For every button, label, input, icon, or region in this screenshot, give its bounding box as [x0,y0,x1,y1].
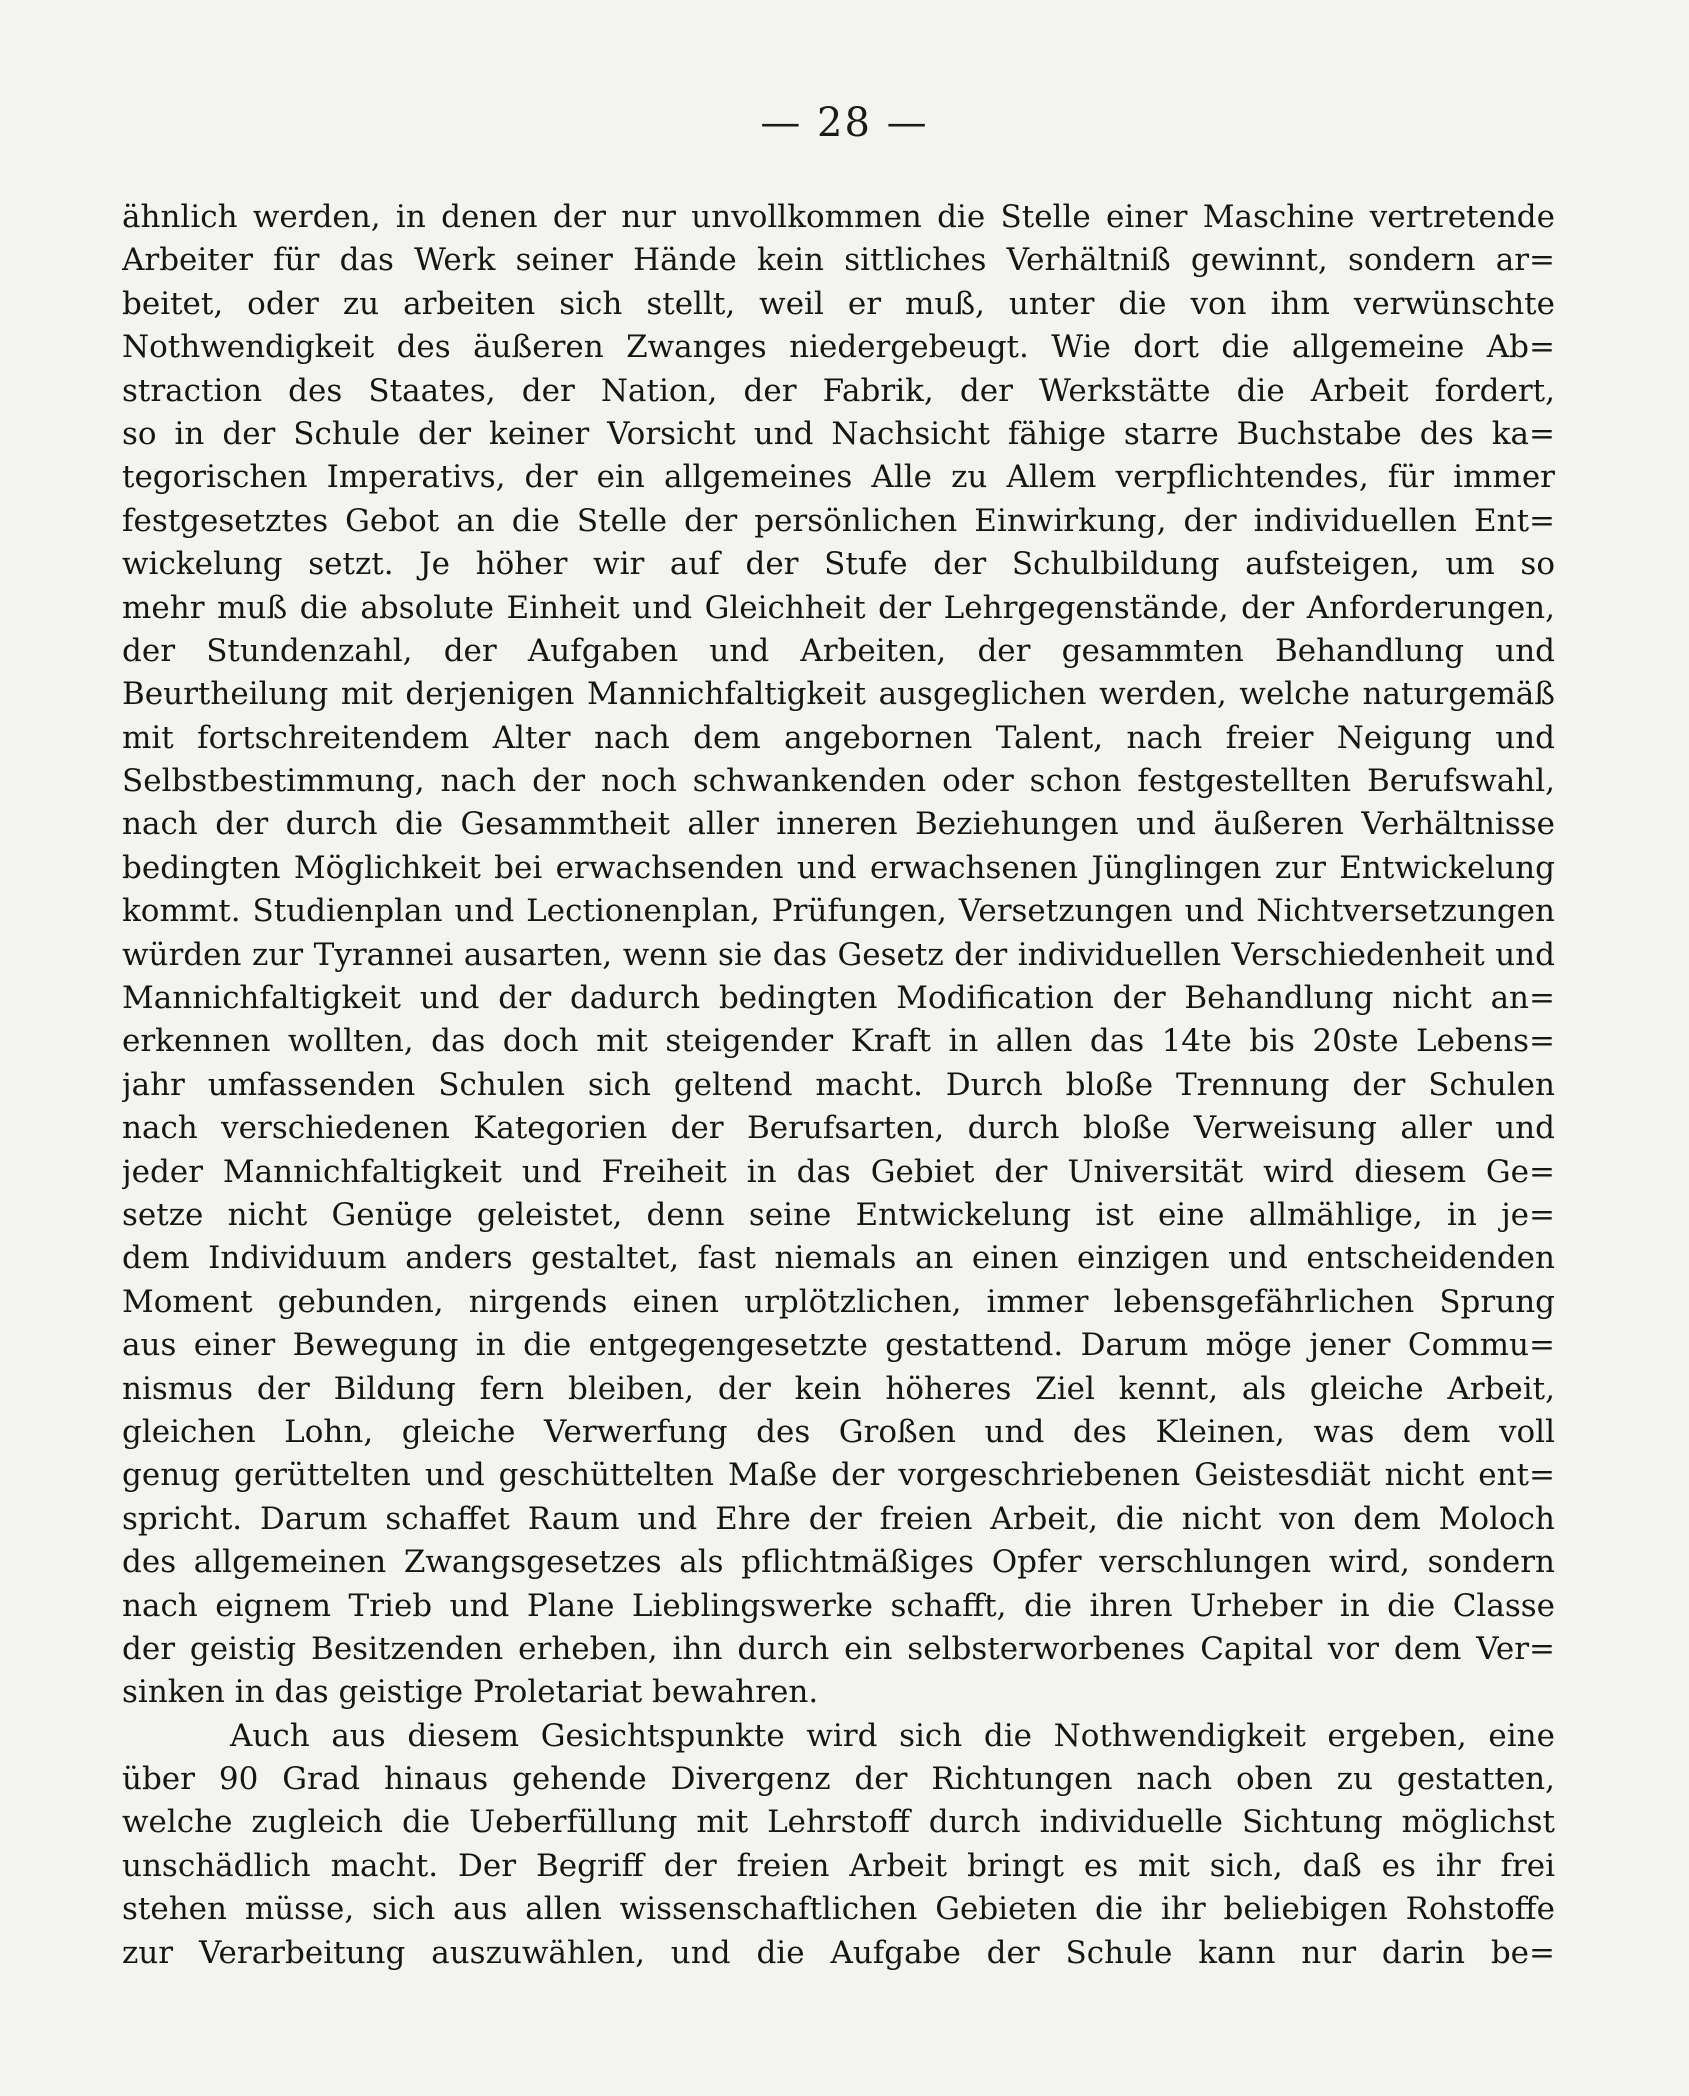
text-line: genug gerüttelten und geschüttelten Maße der vorgeschriebenen Geistesdiät nicht ent= [122,1457,1555,1494]
text-line: kommt. Studienplan und Lectionenplan, Prüfungen, Versetzungen und Nichtversetzungen [122,893,1555,930]
text-line: erkennen wollten, das doch mit steigender Kraft in allen das 14te bis 20ste Lebens= [122,1023,1555,1060]
text-line: festgesetztes Gebot an die Stelle der persönlichen Einwirkung, der individuellen Ent= [122,502,1555,539]
text-line: jahr umfassenden Schulen sich geltend macht. Durch bloße Trennung der Schulen [122,1066,1555,1103]
text-line: bedingten Möglichkeit bei erwachsenden und erwachsenen Jünglingen zur Entwickelung [122,849,1555,886]
text-line: Selbstbestimmung, nach der noch schwankenden oder schon festgestellten Berufswahl, [122,763,1555,800]
text-line: der Stundenzahl, der Aufgaben und Arbeiten, der gesammten Behandlung und [122,632,1555,669]
text-line: nach der durch die Gesammtheit aller inneren Beziehungen und äußeren Verhältnisse [122,806,1555,843]
text-line: spricht. Darum schaffet Raum und Ehre der freien Arbeit, die nicht von dem Moloch [122,1500,1555,1537]
text-line: wickelung setzt. Je höher wir auf der Stufe der Schulbildung aufsteigen, um so [122,546,1555,583]
text-line: der geistig Besitzenden erheben, ihn durch ein selbsterworbenes Capital vor dem Ver= [122,1630,1555,1667]
text-line: so in der Schule der keiner Vorsicht und Nachsicht fähige starre Buchstabe des ka= [122,415,1555,452]
text-line: zur Verarbeitung auszuwählen, und die Aufgabe der Schule kann nur darin be= [122,1934,1555,1971]
text-line: über 90 Grad hinaus gehende Divergenz der Richtungen nach oben zu gestatten, [122,1761,1555,1798]
text-line: nach eignem Trieb und Plane Lieblingswerke schafft, die ihren Urheber in die Classe [122,1587,1555,1624]
text-line: nach verschiedenen Kategorien der Berufsarten, durch bloße Verweisung aller und [122,1110,1555,1147]
text-line: beitet, oder zu arbeiten sich stellt, weil er muß, unter die von ihm verwünschte [122,285,1555,322]
text-line: Beurtheilung mit derjenigen Mannichfaltigkeit ausgeglichen werden, welche naturgemäß [122,676,1555,713]
text-line: nismus der Bildung fern bleiben, der kein höheres Ziel kennt, als gleiche Arbeit, [122,1370,1555,1407]
page-number: — 28 — [760,100,929,146]
text-line: aus einer Bewegung in die entgegengesetzte gestattend. Darum möge jener Commu= [122,1327,1555,1364]
text-line: Nothwendigkeit des äußeren Zwanges niedergebeugt. Wie dort die allgemeine Ab= [122,329,1555,366]
text-line: jeder Mannichfaltigkeit und Freiheit in das Gebiet der Universität wird diesem Ge= [122,1153,1555,1190]
text-line: gleichen Lohn, gleiche Verwerfung des Großen und des Kleinen, was dem voll [122,1413,1555,1450]
text-line: sinken in das geistige Proletariat bewahren. [122,1674,819,1711]
body-text [122,196,1555,1975]
text-line: unschädlich macht. Der Begriff der freien Arbeit bringt es mit sich, daß es ihr frei [122,1847,1555,1884]
text-line: mehr muß die absolute Einheit und Gleichheit der Lehrgegenstände, der Anforderungen, [122,589,1555,626]
text-line: stehen müsse, sich aus allen wissenschaftlichen Gebieten die ihr beliebigen Rohstoffe [122,1891,1555,1928]
text-line: Auch aus diesem Gesichtspunkte wird sich die Nothwendigkeit ergeben, eine [230,1717,1555,1754]
text-line: des allgemeinen Zwangsgesetzes als pflichtmäßiges Opfer verschlungen wird, sondern [122,1544,1555,1581]
text-line: Arbeiter für das Werk seiner Hände kein sittliches Verhältniß gewinnt, sondern ar= [122,242,1555,279]
text-line: dem Individuum anders gestaltet, fast niemals an einen einzigen und entscheidenden [122,1240,1555,1277]
text-line: würden zur Tyrannei ausarten, wenn sie das Gesetz der individuellen Verschiedenheit und [122,936,1555,973]
text-line: Mannichfaltigkeit und der dadurch bedingten Modification der Behandlung nicht an= [122,980,1555,1017]
text-line: Moment gebunden, nirgends einen urplötzlichen, immer lebensgefährlichen Sprung [122,1283,1555,1320]
text-line: ähnlich werden, in denen der nur unvollkommen die Stelle einer Maschine vertretende [122,199,1555,235]
text-line: tegorischen Imperativs, der ein allgemeines Alle zu Allem verpflichtendes, für immer [122,459,1555,496]
text-line: setze nicht Genüge geleistet, denn seine Entwickelung ist eine allmählige, in je= [122,1196,1555,1233]
text-line: mit fortschreitendem Alter nach dem angebornen Talent, nach freier Neigung und [122,719,1555,756]
text-line: welche zugleich die Ueberfüllung mit Lehrstoff durch individuelle Sichtung möglichst [122,1804,1555,1841]
text-line: straction des Staates, der Nation, der Fabrik, der Werkstätte die Arbeit fordert, [122,372,1555,409]
